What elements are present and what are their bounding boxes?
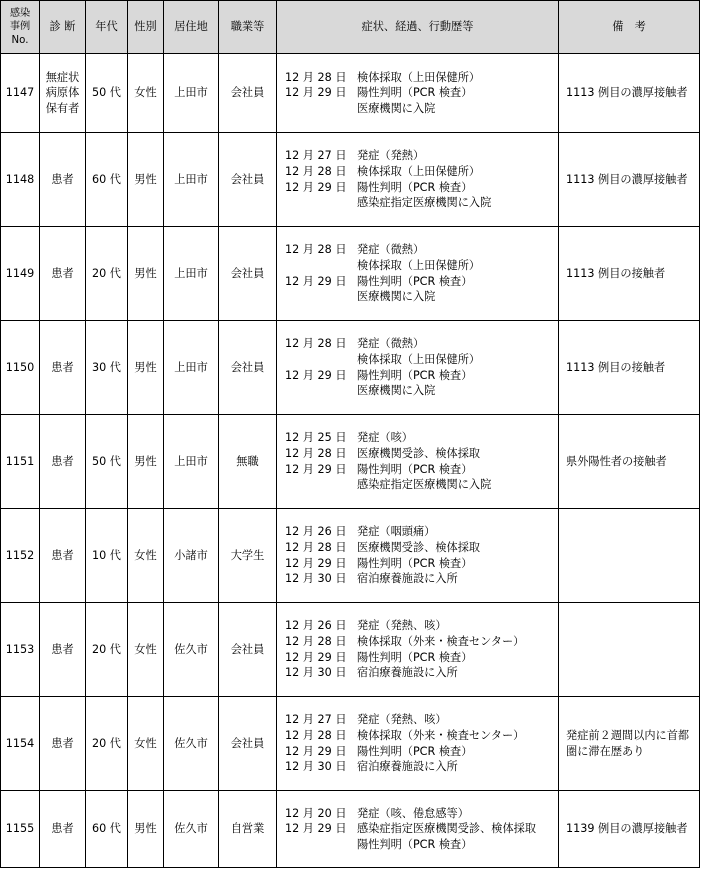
history-text: 検体採取（上田保健所） (357, 70, 481, 84)
history-text: 検体採取（外来・検査センター） (357, 728, 525, 742)
remarks-cell (559, 509, 700, 603)
history-text: 陽性判明（PCR 検査） (357, 837, 473, 851)
history-text: 検体採取（上田保健所） (357, 352, 481, 366)
header-case-no: 感染 事例 No. (1, 1, 40, 54)
table-row (1, 509, 700, 603)
history-text: 宿泊療養施設に入所 (357, 572, 458, 586)
history-text: 発症（咽頭痛） (357, 525, 436, 539)
remarks-cell: 1113 例目の濃厚接触者 (559, 133, 700, 227)
history-text: 医療機関受診、検体採取 (357, 446, 481, 460)
history-entry (285, 477, 558, 493)
history-date: 12 月 28 日 (285, 70, 347, 84)
diagnosis-line: 患者 (51, 266, 74, 280)
sex-cell: 女性 (128, 54, 164, 133)
history-cell (277, 321, 559, 415)
history-entry (285, 462, 558, 478)
history-entry (285, 289, 558, 305)
history-date: 12 月 29 日 (285, 462, 347, 476)
history-date: 12 月 28 日 (285, 243, 347, 257)
sex-cell: 女性 (128, 603, 164, 697)
history-cell (277, 227, 559, 321)
case-no-cell: 1152 (1, 509, 40, 603)
history-text: 感染症指定医療機関に入院 (357, 196, 492, 210)
history-entry (285, 164, 558, 180)
history-date: 12 月 26 日 (285, 525, 347, 539)
table-row (1, 697, 700, 791)
history-entry (285, 618, 558, 634)
history-entry (285, 242, 558, 258)
case-no-cell: 1155 (1, 791, 40, 868)
history-text: 発症（微熱） (357, 243, 425, 257)
table-row (1, 227, 700, 321)
history-text: 陽性判明（PCR 検査） (357, 556, 473, 570)
history-entry (285, 274, 558, 290)
history-entry (285, 352, 558, 368)
history-date (285, 258, 357, 274)
history-text: 感染症指定医療機関受診、検体採取 (357, 822, 537, 836)
table-row (1, 415, 700, 509)
occupation-cell: 会社員 (219, 227, 277, 321)
history-date: 12 月 26 日 (285, 619, 347, 633)
history-date: 12 月 28 日 (285, 337, 347, 351)
age-cell: 20 代 (86, 697, 128, 791)
diagnosis-cell (40, 321, 86, 415)
occupation-cell: 無職 (219, 415, 277, 509)
residence-cell: 上田市 (164, 227, 219, 321)
occupation-cell: 自営業 (219, 791, 277, 868)
diagnosis-line: 患者 (51, 454, 74, 468)
table-row (1, 54, 700, 133)
history-date: 12 月 30 日 (285, 760, 347, 774)
table-row (1, 133, 700, 227)
diagnosis-cell (40, 697, 86, 791)
age-cell: 20 代 (86, 603, 128, 697)
history-entry (285, 368, 558, 384)
header-history: 症状、経過、行動歴等 (277, 1, 559, 54)
history-entry (285, 759, 558, 775)
history-date: 12 月 28 日 (285, 164, 347, 178)
header-row (1, 1, 700, 54)
history-date: 12 月 28 日 (285, 540, 347, 554)
diagnosis-line: 患者 (51, 360, 74, 374)
history-date: 12 月 28 日 (285, 634, 347, 648)
history-date: 12 月 30 日 (285, 666, 347, 680)
diagnosis-line: 患者 (51, 822, 74, 836)
history-text: 医療機関に入院 (357, 290, 436, 304)
history-cell (277, 133, 559, 227)
history-date (285, 101, 357, 117)
history-entry (285, 85, 558, 101)
case-no-cell: 1149 (1, 227, 40, 321)
residence-cell: 上田市 (164, 133, 219, 227)
history-date: 12 月 27 日 (285, 149, 347, 163)
sex-cell: 男性 (128, 227, 164, 321)
history-text: 検体採取（上田保健所） (357, 258, 481, 272)
history-text: 陽性判明（PCR 検査） (357, 180, 473, 194)
diagnosis-cell (40, 415, 86, 509)
history-entry (285, 195, 558, 211)
diagnosis-line: 無症状 (45, 70, 80, 84)
history-date: 12 月 29 日 (285, 744, 347, 758)
history-entry (285, 101, 558, 117)
table-row (1, 791, 700, 868)
sex-cell: 男性 (128, 133, 164, 227)
history-date (285, 383, 357, 399)
header-sex: 性別 (128, 1, 164, 54)
history-entry (285, 524, 558, 540)
diagnosis-cell (40, 603, 86, 697)
history-date: 12 月 29 日 (285, 86, 347, 100)
history-text: 医療機関に入院 (357, 101, 436, 115)
sex-cell: 男性 (128, 415, 164, 509)
occupation-cell: 会社員 (219, 321, 277, 415)
history-entry (285, 744, 558, 760)
history-text: 陽性判明（PCR 検査） (357, 744, 473, 758)
residence-cell: 上田市 (164, 54, 219, 133)
history-cell (277, 415, 559, 509)
history-date: 12 月 29 日 (285, 556, 347, 570)
case-no-cell: 1147 (1, 54, 40, 133)
history-entry (285, 383, 558, 399)
diagnosis-cell (40, 133, 86, 227)
case-no-cell: 1148 (1, 133, 40, 227)
history-entry (285, 806, 558, 822)
history-text: 発症（発熱、咳） (357, 713, 447, 727)
history-entry (285, 430, 558, 446)
history-entry (285, 556, 558, 572)
history-entry (285, 665, 558, 681)
history-text: 医療機関受診、検体採取 (357, 540, 481, 554)
diagnosis-cell (40, 54, 86, 133)
case-no-cell: 1154 (1, 697, 40, 791)
history-entry (285, 336, 558, 352)
diagnosis-line: 患者 (51, 736, 74, 750)
history-entry (285, 148, 558, 164)
header-residence: 居住地 (164, 1, 219, 54)
history-date: 12 月 28 日 (285, 446, 347, 460)
history-date (285, 352, 357, 368)
history-date: 12 月 28 日 (285, 728, 347, 742)
residence-cell: 上田市 (164, 415, 219, 509)
age-cell: 10 代 (86, 509, 128, 603)
occupation-cell: 大学生 (219, 509, 277, 603)
history-entry (285, 446, 558, 462)
remarks-cell: 県外陽性者の接触者 (559, 415, 700, 509)
history-date (285, 289, 357, 305)
history-entry (285, 650, 558, 666)
sex-cell: 女性 (128, 509, 164, 603)
age-cell: 50 代 (86, 54, 128, 133)
sex-cell: 男性 (128, 791, 164, 868)
age-cell: 60 代 (86, 791, 128, 868)
history-entry (285, 712, 558, 728)
history-date: 12 月 29 日 (285, 180, 347, 194)
history-date: 12 月 29 日 (285, 650, 347, 664)
history-cell (277, 603, 559, 697)
history-entry (285, 540, 558, 556)
occupation-cell: 会社員 (219, 603, 277, 697)
age-cell: 50 代 (86, 415, 128, 509)
header-diagnosis: 診 断 (40, 1, 86, 54)
history-entry (285, 634, 558, 650)
diagnosis-line: 患者 (51, 172, 74, 186)
history-text: 感染症指定医療機関に入院 (357, 478, 492, 492)
history-text: 検体採取（上田保健所） (357, 164, 481, 178)
diagnosis-cell (40, 227, 86, 321)
history-date: 12 月 20 日 (285, 806, 347, 820)
history-cell (277, 54, 559, 133)
table-row (1, 321, 700, 415)
history-entry (285, 837, 558, 853)
history-text: 発症（発熱） (357, 149, 425, 163)
residence-cell: 小諸市 (164, 509, 219, 603)
history-entry (285, 728, 558, 744)
sex-cell: 男性 (128, 321, 164, 415)
history-text: 陽性判明（PCR 検査） (357, 462, 473, 476)
history-date: 12 月 29 日 (285, 368, 347, 382)
history-text: 発症（発熱、咳） (357, 619, 447, 633)
diagnosis-line: 保有者 (45, 101, 80, 115)
occupation-cell: 会社員 (219, 697, 277, 791)
residence-cell: 佐久市 (164, 603, 219, 697)
history-text: 陽性判明（PCR 検査） (357, 368, 473, 382)
diagnosis-line: 患者 (51, 548, 74, 562)
history-text: 発症（咳） (357, 431, 413, 445)
table-row (1, 603, 700, 697)
history-entry (285, 70, 558, 86)
history-entry (285, 571, 558, 587)
history-text: 陽性判明（PCR 検査） (357, 650, 473, 664)
history-date (285, 837, 357, 853)
occupation-cell: 会社員 (219, 133, 277, 227)
history-text: 発症（咳、倦怠感等） (357, 806, 469, 820)
case-no-cell: 1153 (1, 603, 40, 697)
history-text: 発症（微熱） (357, 337, 425, 351)
history-text: 陽性判明（PCR 検査） (357, 274, 473, 288)
history-cell (277, 697, 559, 791)
history-cell (277, 509, 559, 603)
header-occupation: 職業等 (219, 1, 277, 54)
diagnosis-line: 病原体 (45, 86, 80, 100)
history-cell (277, 791, 559, 868)
history-text: 宿泊療養施設に入所 (357, 760, 458, 774)
residence-cell: 上田市 (164, 321, 219, 415)
remarks-cell: 発症前２週間以内に首都圏に滞在歴あり (559, 697, 700, 791)
remarks-cell: 1113 例目の濃厚接触者 (559, 54, 700, 133)
remarks-cell: 1139 例目の濃厚接触者 (559, 791, 700, 868)
history-text: 宿泊療養施設に入所 (357, 666, 458, 680)
history-text: 医療機関に入院 (357, 384, 436, 398)
history-entry (285, 821, 558, 837)
diagnosis-cell (40, 791, 86, 868)
header-age: 年代 (86, 1, 128, 54)
remarks-cell: 1113 例目の接触者 (559, 321, 700, 415)
remarks-cell (559, 603, 700, 697)
diagnosis-line: 患者 (51, 642, 74, 656)
history-date: 12 月 29 日 (285, 822, 347, 836)
diagnosis-cell (40, 509, 86, 603)
history-text: 陽性判明（PCR 検査） (357, 86, 473, 100)
residence-cell: 佐久市 (164, 697, 219, 791)
history-text: 検体採取（外来・検査センター） (357, 634, 525, 648)
case-no-cell: 1151 (1, 415, 40, 509)
history-date: 12 月 29 日 (285, 274, 347, 288)
header-remarks: 備 考 (559, 1, 700, 54)
case-no-cell: 1150 (1, 321, 40, 415)
history-date (285, 195, 357, 211)
history-entry (285, 180, 558, 196)
remarks-cell: 1113 例目の接触者 (559, 227, 700, 321)
sex-cell: 女性 (128, 697, 164, 791)
history-entry (285, 258, 558, 274)
history-date: 12 月 25 日 (285, 431, 347, 445)
residence-cell: 佐久市 (164, 791, 219, 868)
age-cell: 20 代 (86, 227, 128, 321)
history-date: 12 月 27 日 (285, 713, 347, 727)
age-cell: 60 代 (86, 133, 128, 227)
history-date: 12 月 30 日 (285, 572, 347, 586)
occupation-cell: 会社員 (219, 54, 277, 133)
age-cell: 30 代 (86, 321, 128, 415)
history-date (285, 477, 357, 493)
